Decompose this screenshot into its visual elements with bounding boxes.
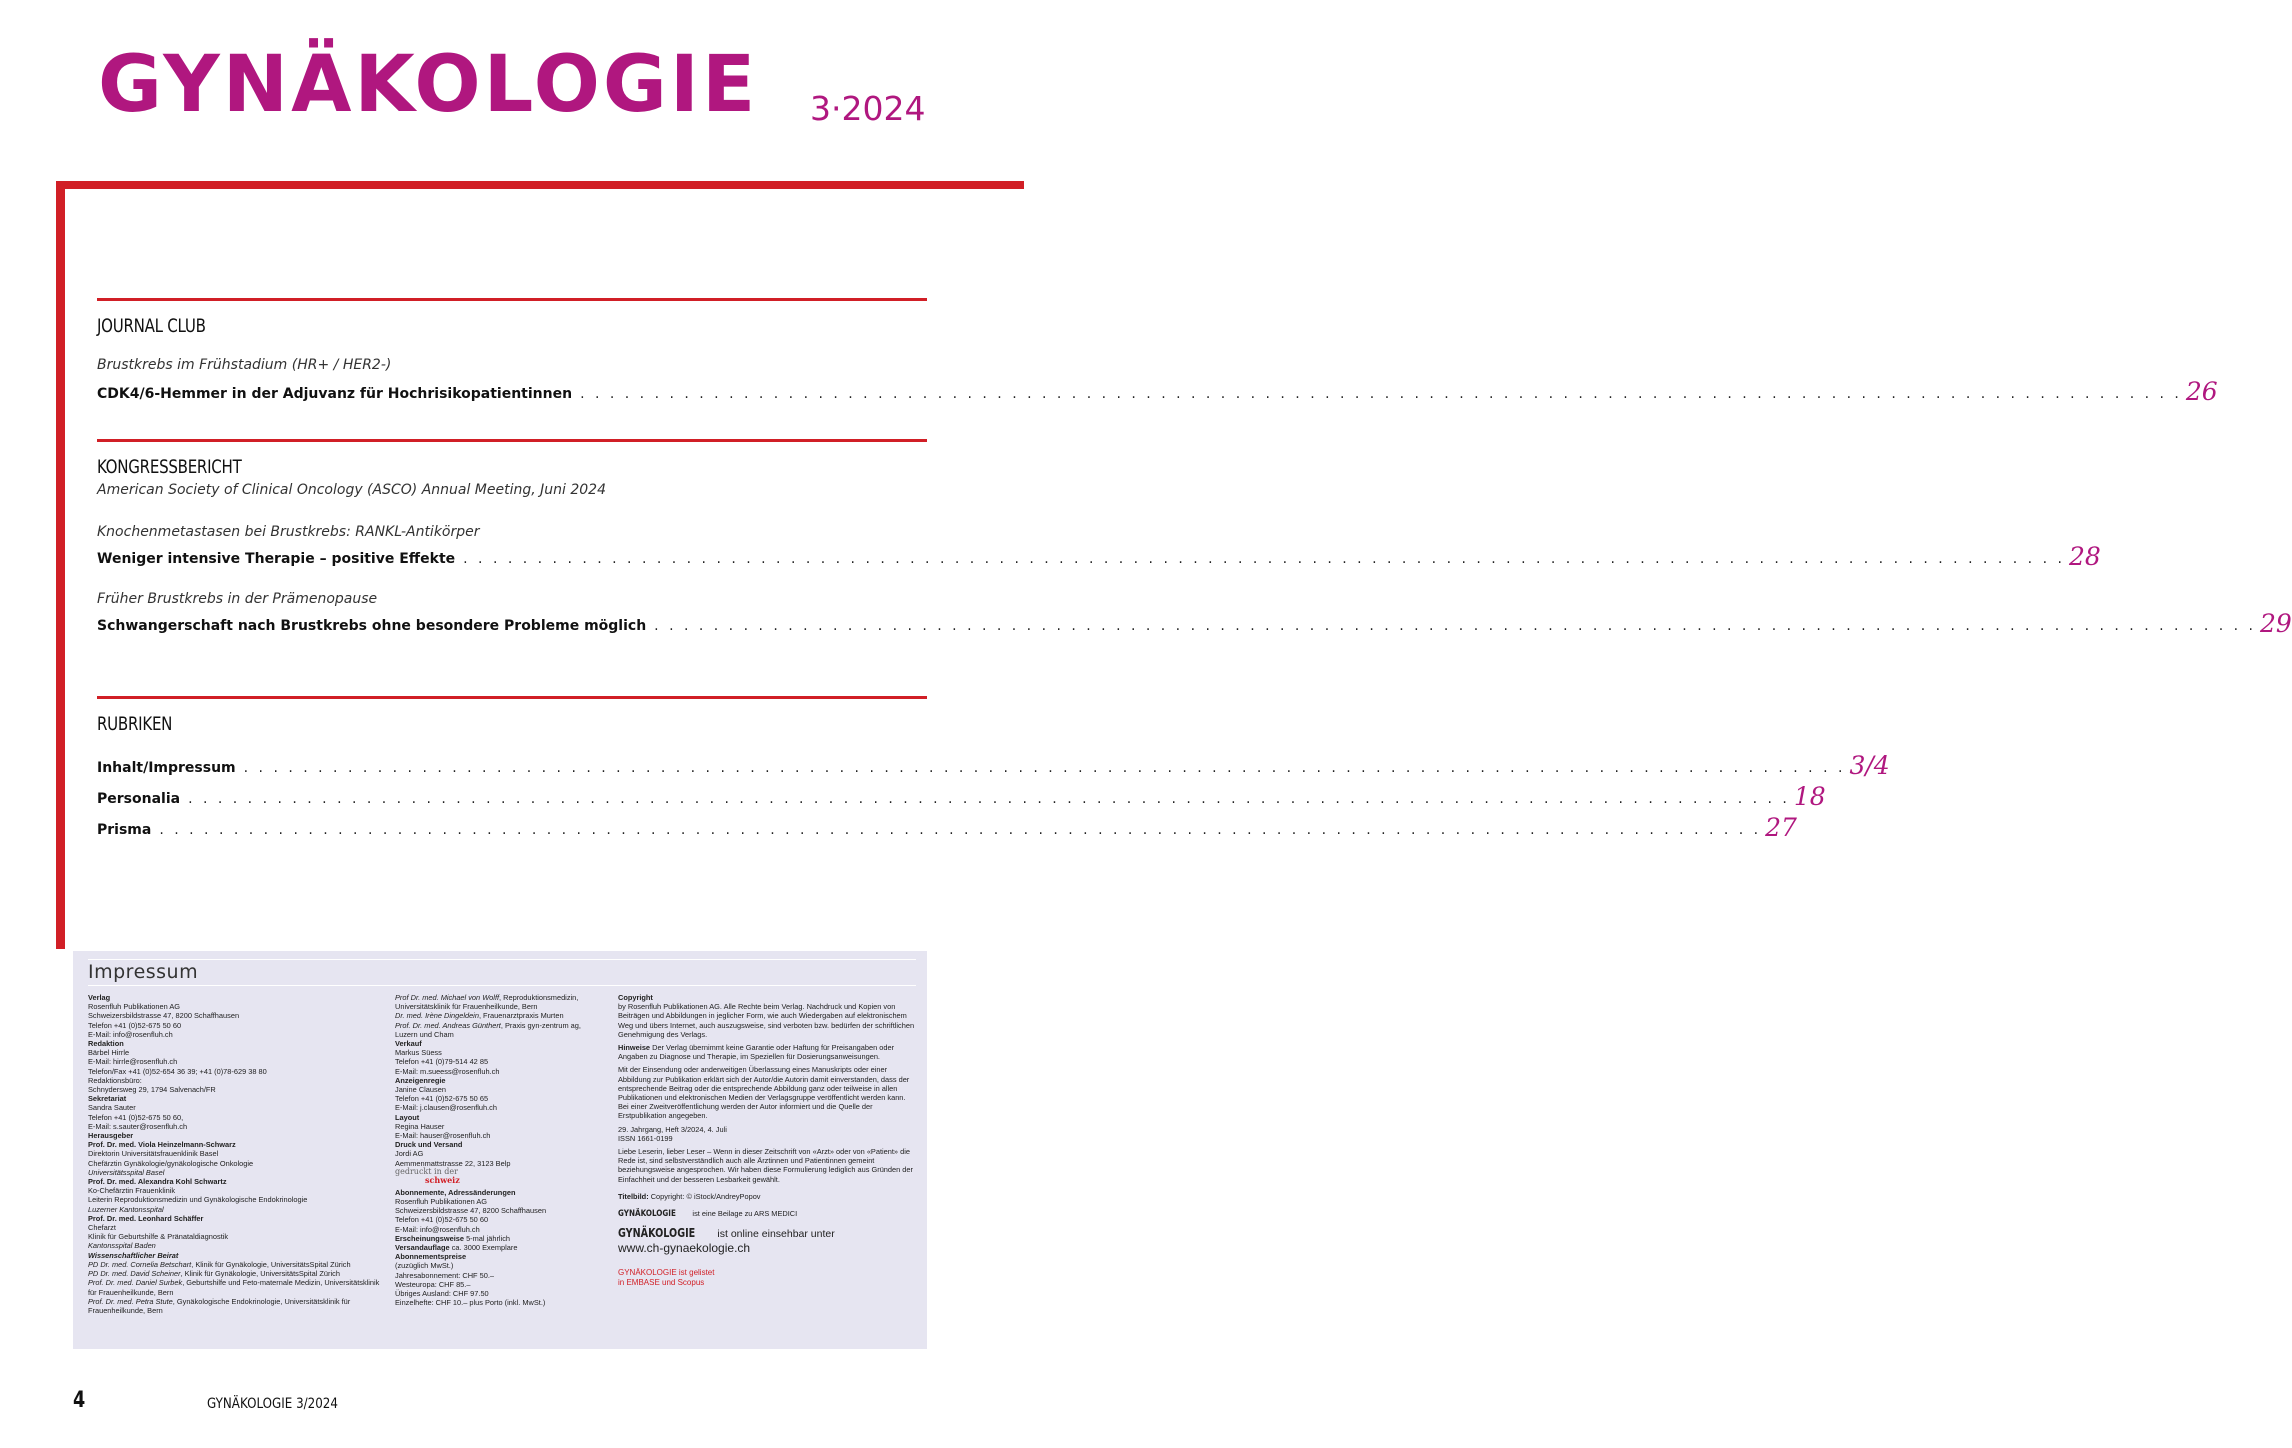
toc-entry-title: Weniger intensive Therapie – positive Effekte <box>97 551 456 567</box>
beilage-brand: GYNÄKOLOGIE <box>618 1209 676 1220</box>
beirat-affiliation: , Frauenarztpraxis Murten <box>478 1011 564 1021</box>
abopreise-line: Übriges Ausland: CHF 97.50 <box>395 1289 489 1299</box>
versandauflage-value: ca. 3000 Exemplare <box>449 1243 518 1253</box>
redaktion-label: Redaktion <box>88 1039 124 1049</box>
beirat-entry <box>88 1269 383 1278</box>
toc-entry-title: Personalia <box>97 791 181 807</box>
section-journal-club <box>97 298 2218 406</box>
beirat-label: Wissenschaftlicher Beirat <box>88 1250 179 1260</box>
impressum-heading: Impressum <box>88 961 199 983</box>
beirat-affiliation: , Geburtshilfe und Feto-maternale Medizin, Universitätsklinik für Frauenheilkunde, Bern <box>88 1278 380 1297</box>
titelbild-text: Copyright: © iStock/AndreyPopov <box>648 1191 761 1201</box>
footer-page-number: 4 <box>73 1388 86 1413</box>
versandauflage <box>395 1243 605 1252</box>
toc-entry-title: Schwangerschaft nach Brustkrebs ohne besondere Probleme möglich <box>97 618 647 634</box>
toc-kicker: Früher Brustkrebs in der Prämenopause <box>97 591 378 607</box>
abonnemente-line: Schweizersbildstrasse 47, 8200 Schaffhausen <box>395 1206 547 1216</box>
beirat-name: Prof. Dr. med. Andreas Günthert <box>395 1020 501 1030</box>
verkauf-line: Telefon +41 (0)79-514 42 85 <box>395 1057 489 1067</box>
beirat-affiliation: , Reproduktionsmedizin, Universitätsklinik für Frauenheilkunde, Bern <box>395 993 579 1012</box>
section-kongressbericht <box>97 439 2292 638</box>
layout-label: Layout <box>395 1112 420 1122</box>
section-divider <box>97 298 927 301</box>
abopreise-label: Abonnementspreise <box>395 1252 467 1262</box>
titelbild-label: Titelbild: <box>618 1191 649 1201</box>
printed-in-switzerland-logo <box>395 1168 605 1184</box>
herausgeber-line: Ko-Chefärztin Frauenklinik <box>88 1186 176 1196</box>
redaktion-line: Redaktionsbüro: <box>88 1075 142 1085</box>
toc-entry[interactable] <box>97 609 2292 638</box>
abonnemente-line: Telefon +41 (0)52-675 50 60 <box>395 1215 489 1225</box>
erscheinungsweise <box>395 1234 605 1243</box>
red-frame-left <box>56 181 65 949</box>
anzeigenregie-line: Janine Clausen <box>395 1085 446 1095</box>
toc-entry[interactable] <box>97 377 2218 406</box>
druck-line: Jordi AG <box>395 1149 424 1159</box>
online-text: ist online einsehbar unter <box>714 1228 835 1241</box>
toc-entry[interactable] <box>97 751 1890 780</box>
verlag-line: Telefon +41 (0)52-675 50 60 <box>88 1020 182 1030</box>
toc-leader-dots: . . . . . . . . . . . . . . . . . . . . . . . . . . . . . . . . . . . . . . . . . . . . . . . . . . . . . . . . . . . . . . . . . . . . . . . . . . . . . . . . . . . . . . . . . . . . . . . . . . . . . . . . . . . . <box>463 551 2065 567</box>
toc-kicker: Knochenmetastasen bei Brustkrebs: RANKL-Antikörper <box>97 524 480 540</box>
footer-journal-name: GYNÄKOLOGIE 3/2024 <box>207 1396 338 1412</box>
section-heading: JOURNAL CLUB <box>97 315 206 337</box>
beirat-entry <box>88 1260 383 1269</box>
toc-entry[interactable] <box>97 813 1797 842</box>
herausgeber-line: Klinik für Geburtshilfe & Pränataldiagnostik <box>88 1232 229 1242</box>
sekretariat-label: Sekretariat <box>88 1094 127 1104</box>
abonnemente-label: Abonnemente, Adressänderungen <box>395 1187 516 1197</box>
toc-kicker: Brustkrebs im Frühstadium (HR+ / HER2-) <box>97 357 392 373</box>
herausgeber-line: Chefarzt <box>88 1223 116 1233</box>
impressum-box <box>73 951 927 1349</box>
beirat-affiliation: , Praxis gyn-zentrum ag, Luzern und Cham <box>395 1020 581 1039</box>
leserin-text: Liebe Leserin, lieber Leser – Wenn in dieser Zeitschrift von «Arzt» oder von «Patient» die Rede ist, sind selbstverständlich auch alle Ärztinnen und Patientinnen gemeint beziehungsweise angesprochen. Wir haben diese Formulierung lediglich aus Gründen der Einfachheit und der besseren Lesbarkeit gewählt. <box>618 1147 913 1184</box>
copyright-label: Copyright <box>618 993 653 1002</box>
toc-page-number: 18 <box>1793 782 1826 811</box>
beirat-entry <box>395 1011 605 1020</box>
toc-entry-title: Inhalt/Impressum <box>97 760 236 776</box>
layout-email[interactable]: E-Mail: hauser@rosenfluh.ch <box>395 1131 491 1141</box>
beirat-entry <box>395 1021 605 1039</box>
online-brand: GYNÄKOLOGIE <box>618 1226 696 1241</box>
abonnemente-line: Rosenfluh Publikationen AG <box>395 1197 488 1207</box>
einsendung-text: Mit der Einsendung oder anderweitigen Überlassung eines Manuskripts oder einer Abbildung zur Publikation erklärt sich der Autor/die Autorin damit einverstanden, dass der entsprechende Beitrag oder die entsprechende Abbildung ganz oder teilweise in allen Publikationen und elektronischen Medien der Verlagsgruppe veröffentlicht werden kann. Bei einer Zweitveröffentlichung werden der Autor informiert und die Quelle der Erstpublikation angegeben. <box>618 1065 910 1121</box>
herausgeber-name: Prof. Dr. med. Leonhard Schäffer <box>88 1213 204 1223</box>
herausgeber-line: Leiterin Reproduktionsmedizin und Gynäkologische Endokrinologie <box>88 1195 308 1205</box>
herausgeber-line: Direktorin Universitätsfrauenklinik Basel <box>88 1149 219 1159</box>
toc-page-number: 27 <box>1765 813 1797 842</box>
hinweise <box>618 1043 918 1061</box>
anzeigenregie-label: Anzeigenregie <box>395 1075 446 1085</box>
hinweise-text: Der Verlag übernimmt keine Garantie oder Haftung für Preisangaben oder Angaben zu Diagnose und Therapie, im Speziellen für Dosierungsanweisungen. <box>618 1043 895 1062</box>
verlag-line: Schweizersbildstrasse 47, 8200 Schaffhausen <box>88 1011 240 1021</box>
section-divider <box>97 696 927 699</box>
layout-line: Regina Hauser <box>395 1121 445 1131</box>
impressum-rule <box>88 959 916 960</box>
druck-line: Aemmenmattstrasse 22, 3123 Belp <box>395 1158 511 1168</box>
section-heading: RUBRIKEN <box>97 713 173 735</box>
sekretariat-line: Telefon +41 (0)52-675 50 60, <box>88 1112 184 1122</box>
verkauf-line: Markus Süess <box>395 1048 442 1058</box>
redaktion-line: Bärbel Hirrle <box>88 1048 130 1058</box>
herausgeber-label: Herausgeber <box>88 1131 134 1141</box>
toc-leader-dots: . . . . . . . . . . . . . . . . . . . . . . . . . . . . . . . . . . . . . . . . . . . . . . . . . . . . . . . . . . . . . . . . . . . . . . . . . . . . . . . . . . . . . . . . . . . . . . . . . . . . . . . . . . . . <box>188 791 1790 807</box>
masthead-issue: 3·2024 <box>810 89 926 128</box>
herausgeber-name: Prof. Dr. med. Viola Heinzelmann-Schwarz <box>88 1140 236 1150</box>
embase-line: GYNÄKOLOGIE ist gelistet <box>618 1268 715 1278</box>
herausgeber-place: Universitätsspital Basel <box>88 1167 165 1177</box>
red-frame-top <box>56 181 1024 189</box>
abopreise-line: Jahresabonnement: CHF 50.– <box>395 1270 495 1280</box>
herausgeber-name: Prof. Dr. med. Alexandra Kohl Schwartz <box>88 1177 227 1187</box>
toc-page-number: 28 <box>2068 542 2101 571</box>
beirat-affiliation: , Klinik für Gynäkologie, UniversitätsSpital Zürich <box>191 1259 351 1269</box>
redaktion-line: Telefon/Fax +41 (0)52-654 36 39; +41 (0)78-629 38 80 <box>88 1066 267 1076</box>
impressum-column-1 <box>88 993 383 1315</box>
hinweise-label: Hinweise <box>618 1043 651 1053</box>
toc-entry[interactable] <box>97 782 1826 811</box>
toc-leader-dots: . . . . . . . . . . . . . . . . . . . . . . . . . . . . . . . . . . . . . . . . . . . . . . . . . . . . . . . . . . . . . . . . . . . . . . . . . . . . . . . . . . . . . . . . . . . . . . . . . . . . . . . . . . . . <box>654 618 2256 634</box>
beilage <box>618 1209 918 1219</box>
toc-entry-title: Prisma <box>97 822 152 838</box>
toc-entry-title: CDK4/6-Hemmer in der Adjuvanz für Hochrisikopatientinnen <box>97 386 573 402</box>
abopreise-line: Einzelhefte: CHF 10.– plus Porto (inkl. MwSt.) <box>395 1298 546 1308</box>
embase-line: in EMBASE und Scopus <box>618 1278 705 1288</box>
beirat-name: Prof. Dr. med. Petra Stute <box>88 1296 173 1306</box>
sekretariat-line: Sandra Sauter <box>88 1103 136 1113</box>
verlag-line: Rosenfluh Publikationen AG <box>88 1002 181 1012</box>
sekretariat-email[interactable]: E-Mail: s.sauter@rosenfluh.ch <box>88 1121 188 1131</box>
section-rubriken <box>97 696 1890 842</box>
impressum-column-2 <box>395 993 605 1308</box>
section-subtitle: American Society of Clinical Oncology (ASCO) Annual Meeting, Juni 2024 <box>97 482 606 498</box>
toc-entry[interactable] <box>97 542 2101 571</box>
beirat-affiliation: , Gynäkologische Endokrinologie, Universitätsklinik für Frauenheilkunde, Bern <box>88 1296 351 1315</box>
abonnemente-email[interactable]: E-Mail: info@rosenfluh.ch <box>395 1224 480 1234</box>
beirat-name: Prof Dr. med. Michael von Wolff <box>395 993 500 1002</box>
verkauf-label: Verkauf <box>395 1039 422 1049</box>
beirat-name: PD Dr. med. David Scheiner <box>88 1269 181 1279</box>
printed-logo-line: schweiz <box>425 1174 460 1185</box>
toc-leader-dots: . . . . . . . . . . . . . . . . . . . . . . . . . . . . . . . . . . . . . . . . . . . . . . . . . . . . . . . . . . . . . . . . . . . . . . . . . . . . . . . . . . . . . . . . . . . . . . . . . . . . . . . . . . . . <box>580 386 2182 402</box>
verlag-email[interactable]: E-Mail: info@rosenfluh.ch <box>88 1029 173 1039</box>
printed-logo-line: gedruckt in der <box>395 1166 458 1176</box>
beilage-text: ist eine Beilage zu ARS MEDICI <box>690 1209 798 1219</box>
anzeigenregie-line: Telefon +41 (0)52-675 50 65 <box>395 1094 489 1104</box>
beirat-entry <box>88 1278 383 1296</box>
section-divider <box>97 439 927 442</box>
abopreise-line: Westeuropa: CHF 85.– <box>395 1279 471 1289</box>
toc-page-number: 3/4 <box>1849 751 1890 780</box>
titelbild <box>618 1192 918 1201</box>
online-note <box>618 1227 918 1241</box>
erscheinungsweise-label: Erscheinungsweise <box>395 1233 465 1243</box>
beirat-name: Prof. Dr. med. Daniel Surbek <box>88 1278 183 1288</box>
toc-page-number: 26 <box>2185 377 2218 406</box>
beirat-affiliation: , Klinik für Gynäkologie, UniversitätsSpital Zürich <box>180 1269 340 1279</box>
impressum-column-3 <box>618 993 918 1288</box>
abopreise-line: (zuzüglich MwSt.) <box>395 1261 454 1271</box>
section-heading: KONGRESSBERICHT <box>97 456 242 478</box>
herausgeber-place: Kantonsspital Baden <box>88 1241 156 1251</box>
erscheinungsweise-value: 5-mal jährlich <box>464 1233 511 1243</box>
issn: ISSN 1661-0199 <box>618 1133 673 1143</box>
toc-leader-dots: . . . . . . . . . . . . . . . . . . . . . . . . . . . . . . . . . . . . . . . . . . . . . . . . . . . . . . . . . . . . . . . . . . . . . . . . . . . . . . . . . . . . . . . . . . . . . . . . . . . . . . . . . . . . <box>243 760 1846 776</box>
versandauflage-label: Versandauflage <box>395 1243 450 1253</box>
beirat-entry <box>395 993 605 1011</box>
beirat-name: PD Dr. med. Cornelia Betschart <box>88 1259 192 1269</box>
masthead-title: GYNÄKOLOGIE <box>98 40 759 130</box>
jahrgang: 29. Jahrgang, Heft 3/2024, 4. Juli <box>618 1124 727 1134</box>
druck-label: Druck und Versand <box>395 1140 463 1150</box>
beirat-entry <box>88 1297 383 1315</box>
beirat-name: Dr. med. Irène Dingeldein <box>395 1011 479 1021</box>
redaktion-line: Schnydersweg 29, 1794 Salvenach/FR <box>88 1085 216 1095</box>
redaktion-email[interactable]: E-Mail: hirrle@rosenfluh.ch <box>88 1057 178 1067</box>
website-link[interactable]: www.ch-gynaekologie.ch <box>618 1241 751 1256</box>
toc-leader-dots: . . . . . . . . . . . . . . . . . . . . . . . . . . . . . . . . . . . . . . . . . . . . . . . . . . . . . . . . . . . . . . . . . . . . . . . . . . . . . . . . . . . . . . . . . . . . . . . . . . . . . . . . . . . . <box>159 822 1762 838</box>
copyright-text: by Rosenfluh Publikationen AG. Alle Rechte beim Verlag. Nachdruck und Kopien von Beiträgen und Abbildungen in jeglicher Form, wie auch Wiedergaben auf elektronischem Weg und übers Internet, auch auszugsweise, sind verboten bzw. bedürfen der schriftlichen Genehmigung des Verlags. <box>618 1002 915 1039</box>
impressum-rule <box>88 985 916 986</box>
anzeigenregie-email[interactable]: E-Mail: j.clausen@rosenfluh.ch <box>395 1103 497 1113</box>
toc-page-number: 29 <box>2259 609 2292 638</box>
herausgeber-place: Luzerner Kantonsspital <box>88 1204 164 1214</box>
herausgeber-line: Chefärztin Gynäkologie/gynäkologische Onkologie <box>88 1158 254 1168</box>
verkauf-email[interactable]: E-Mail: m.sueess@rosenfluh.ch <box>395 1066 500 1076</box>
verlag-label: Verlag <box>88 993 111 1002</box>
